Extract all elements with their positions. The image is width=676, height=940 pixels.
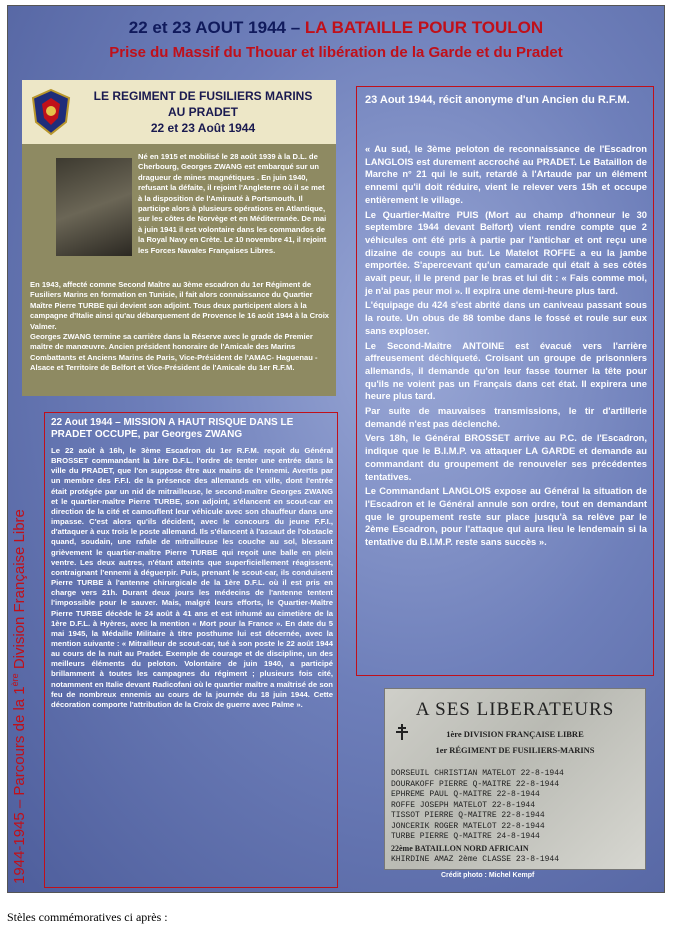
account-paragraph: « Au sud, le 3ème peloton de reconnaissance de l'Escadron LANGLOIS est durement accroché au PRADET. Le Bataillon de Marche n° 21 qui le suit, retardé à l'Artaude par un élément ennemi qu'il doit réduire, vient le relever vers 15h et occupe entièrement le village. — [365, 143, 647, 205]
account-paragraph: Le Commandant LANGLOIS expose au Général la situation de l'Escadron et le Général annule son ordre, tout en demandant que le groupement reste sur place jusqu'à sa relève par le 2ème Escadron, pour l'attaque qui aura lieu le lendemain si la tentative du B.I.M.P. reste sans succès ». — [365, 485, 647, 548]
zwang-portrait — [56, 158, 132, 256]
plaque-name-row: ROFFE JOSEPH MATELOT 22-8-1944 — [391, 800, 536, 810]
zwang-bio: Né en 1915 et mobilisé le 28 août 1939 à la D.L. de Cherbourg, Georges ZWANG est embarqué sur un dragueur de mines magnétiques . En juin 1940, refusant la défaite, il rejoint l'Angleterre où il se met à la disposition de l'Amirauté à Portsmouth. Il participe alors à plusieurs opérations en Atlantique, sur les côtes de Norvège et en Méditerranée. De mai à juin 1941 il est volontaire dans les commandos de la Royal Navy en Crète. Le 10 novembre 41, il rejoint les Forces Navales Françaises Libres. — [138, 152, 327, 255]
plaque-title: A SES LIBERATEURS — [415, 699, 615, 720]
title-battle: LA BATAILLE POUR TOULON — [304, 18, 544, 37]
plaque-name-row: JONCERIK ROGER MATELOT 22-8-1944 — [391, 821, 545, 831]
account-paragraph: Le Quartier-Maître PUIS (Mort au champ d'honneur le 30 septembre 1944 devant Belfort) vient rendre compte que 2 véhicules ont été pris à partie par l'antichar et ont reçu une dizaine de coups au but. Le Matelot ROFFE a eu la jambe emportée. S'apercevant qu'un camarade qui était à ses côtés avait peur, il le prend par le bras et lui dit : « Fais comme moi, je n'ai pas peur moi ». Il expira une demi-heure plus tard. — [365, 208, 647, 296]
plaque-name-row: EPHREME PAUL Q-MAITRE 22-8-1944 — [391, 790, 540, 799]
regiment-insignia-icon — [30, 88, 72, 136]
zwang-bio-continued — [30, 280, 330, 374]
page-subtitle: Prise du Massif du Thouar et libération de la Garde et du Pradet — [109, 44, 563, 61]
zwang-bio-paragraph: En 1943, affecté comme Second Maître au 3ème escadron du 1er Régiment de Fusiliers Marins en formation en Tunisie, il fait alors connaissance du Quartier Maître Pierre TURBE qui devient son adjoint. Tous deux participent alors à la campagne d'Italie ainsi qu'au débarquement de Provence le 16 août 1944 à la Croix Valmer. — [30, 280, 330, 331]
account-paragraph: L'équipage du 424 s'est abrité dans un caniveau passant sous la route. Un obus de 88 tombe dans le fossé et roule sur eux sans exploser. — [365, 299, 647, 336]
regiment-date: 22 et 23 Août 1944 — [150, 121, 256, 135]
photo-credit: Crédit photo : Michel Kempf — [441, 872, 535, 879]
page-title — [8, 18, 664, 38]
regiment-box-header — [22, 80, 336, 144]
plaque-regiment: 1er RÉGIMENT DE FUSILIERS-MARINS — [435, 745, 595, 755]
zwang-bio-paragraph: Georges ZWANG termine sa carrière dans la Réserve avec le grade de Premier maître de manœuvre. Ancien président honoraire de l'Amicale des Marins Combattants et Anciens Marins de Paris, Vice-Président de l'AMAC- Haguenau -Alsace et Territoire de Belfort et Vice-Président de l'Amicale du 1er R.F.M. — [30, 332, 318, 373]
poster-board — [7, 5, 665, 893]
plaque-division: 1ère DIVISION FRANÇAISE LIBRE — [446, 729, 584, 739]
plaque-name-row: DOURAKOFF PIERRE Q-MAITRE 22-8-1944 — [391, 779, 560, 789]
mission-box — [44, 412, 338, 888]
vertical-caption-pre: 1944-1945 – Parcours de la 1 — [11, 686, 28, 884]
account-paragraph: Vers 18h, le Général BROSSET arrive au P.C. de l'Escadron, indique que le B.I.M.P. va attaquer LA GARDE et demande au commandant du groupement de renouveler ses précédentes tentatives. — [365, 432, 647, 482]
vertical-caption-post: Division Française Libre — [11, 509, 28, 674]
plaque-names — [391, 769, 641, 843]
account-title: 23 Aout 1944, récit anonyme d'un Ancien du R.F.M. — [365, 94, 630, 106]
title-date: 22 et 23 AOUT 1944 – — [128, 18, 305, 37]
plaque-name-row: DORSEUIL CHRISTIAN MATELOT 22-8-1944 — [391, 769, 564, 778]
plaque-battalion: 22ème BATAILLON NORD AFRICAIN — [391, 844, 529, 853]
account-paragraph: Par suite de mauvaises transmissions, le tir d'artillerie demandé n'est pas déclenché. — [365, 405, 647, 429]
account-body — [365, 143, 647, 551]
memorial-plaque-photo — [384, 688, 646, 870]
vertical-caption — [10, 444, 32, 884]
account-paragraph: Le Second-Maître ANTOINE est évacué vers l'arrière affreusement déchiqueté. Croisant un groupe de prisonniers allemands, il demande qu'on leur fasse tourner la tête pour qu'ils ne voient pas un Français dans cet état. Il expirera une heure plus tard. — [365, 339, 647, 402]
mission-body: Le 22 août à 16h, le 3ème Escadron du 1er R.F.M. reçoit du Général BROSSET commandant la 1ère D.F.L. l'ordre de tenter une entrée dans la ville du PRADET, que l'on suppose être aux mains de l'ennemi. Avertis par un membre des F.F.I. de la présence des allemands en ville, dont l'entrée était protégée par un nid de mitrailleuse, le second-maître Georges ZWANG et le quartier-maître Pierre TURBE, son adjoint, s'élancent en scout-car en direction de la cité et camouflent leur véhicule avec son chauffeur dans une impasse. C'est alors qu'ils décident, avec le concours du jeune F.F.I., d'attaquer à eux trois le poste allemand. Ils s'élancent à l'assaut de l'obstacle quand, soudain, une rafale de mitrailleuse les couche au sol, blessant grièvement le quartier-maître Pierre TURBE qui reçoit une balle en plein ventre. Les deux autres, n'étant atteints que superficiellement réagissent, contraignant l'ennemi à déguerpir. Puis, prenant le scout-car, ils conduisent Pierre TURBE à l'antenne chirurgicale de la 1ère D.F.L. où il est pris en charge vers 21h. Durant deux jours les médecins de l'antenne tentent l'impossible pour le sauver. Mais, malgré leurs efforts, le Quartier-Maître Pierre TURBE décède le 24 août à 41 ans et est inhumé au cimetière de la 1ère D.F.L. à Hyères, avec la mention « Mort pour la France ». En date du 5 mai 1945, la Médaille Militaire à titre posthume lui est décernée, avec la mention suivante : « Mitrailleur de scout-car, tué à son poste le 22 août 1944 au cours de la nuit au Pradet. Exemple de courage et de discipline, un des meilleurs éléments du peloton. Volontaire de juin 1940, a participé brillamment à toutes les campagnes du régiment ; plusieurs fois cité, notamment en Italie devant Radicofani où le quartier maître a maîtrisé de son feu de nombreux ennemis au cours de la journée du 18 juin 1944. Cette décoration comporte l'attribution de la Croix de guerre avec Palme ». — [51, 446, 333, 709]
regiment-subtitle: AU PRADET — [167, 105, 238, 119]
plaque-battalion-name: KHIRDINE AMAZ 2ème CLASSE 23-8-1944 — [391, 855, 560, 864]
regiment-title: LE REGIMENT DE FUSILIERS MARINS — [93, 89, 313, 103]
account-box — [356, 86, 654, 676]
footer-caption: Stèles commémoratives ci après : — [7, 910, 168, 924]
plaque-name-row: TISSOT PIERRE Q-MAITRE 22-8-1944 — [391, 811, 545, 820]
regiment-box — [22, 80, 336, 396]
vertical-caption-sup: ère — [10, 673, 20, 687]
plaque-name-row: TURBE PIERRE Q-MAITRE 24-8-1944 — [391, 832, 540, 841]
mission-title: 22 Aout 1944 – MISSION A HAUT RISQUE DANS LE PRADET OCCUPE, par Georges ZWANG — [51, 417, 294, 440]
